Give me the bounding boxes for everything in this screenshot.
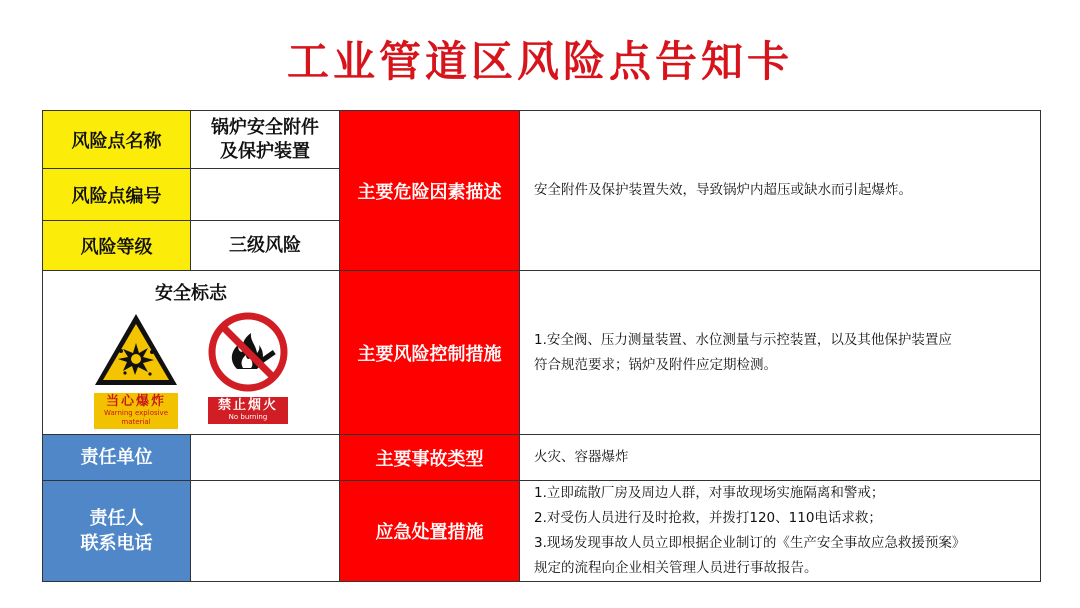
risk-card-table xyxy=(42,110,1041,582)
risk-level-label: 风险等级 xyxy=(43,221,191,271)
control-measures-label: 主要风险控制措施 xyxy=(340,271,520,435)
no-burning-icon xyxy=(207,311,289,393)
no-burning-sign xyxy=(203,311,293,424)
risk-number-value xyxy=(191,169,340,221)
safety-signs-panel xyxy=(43,271,340,435)
no-burning-caption-en: No burning xyxy=(228,413,268,421)
risk-name-label: 风险点名称 xyxy=(43,111,191,169)
responsible-person-label-line: 联系电话 xyxy=(80,533,153,554)
hazard-label: 主要危险因素描述 xyxy=(340,111,520,271)
risk-name-value-line: 锅炉安全附件 xyxy=(211,116,319,138)
emergency-measures-label: 应急处置措施 xyxy=(340,481,520,582)
control-measures-line: 1.安全阀、压力测量装置、水位测量与示控装置，以及其他保护装置应 xyxy=(534,331,952,348)
explosion-warning-icon xyxy=(92,311,180,389)
accident-type-text: 火灾、容器爆炸 xyxy=(520,435,1041,481)
no-burning-caption xyxy=(208,397,288,424)
emergency-measures-line: 2.对受伤人员进行及时抢救，并拨打120、110电话求救； xyxy=(534,510,882,526)
responsible-unit-label: 责任单位 xyxy=(43,435,191,481)
emergency-measures-text xyxy=(520,481,1041,582)
hazard-description: 安全附件及保护装置失效，导致锅炉内超压或缺水而引起爆炸。 xyxy=(520,111,1041,271)
risk-name-value xyxy=(191,111,340,169)
explosion-warning-caption-text: 当心爆炸 xyxy=(105,394,166,409)
emergency-measures-line: 3.现场发现事故人员立即根据企业制订的《生产安全事故应急救援预案》 xyxy=(534,535,966,551)
emergency-measures-line: 规定的流程向企业相关管理人员进行事故报告。 xyxy=(534,560,818,576)
accident-type-label: 主要事故类型 xyxy=(340,435,520,481)
explosion-warning-caption-en: Warning explosive material xyxy=(103,409,169,426)
safety-signs-label: 安全标志 xyxy=(155,283,227,304)
control-measures-text xyxy=(520,271,1041,435)
no-burning-caption-text: 禁止烟火 xyxy=(217,398,278,413)
control-measures-line: 符合规范要求；锅炉及附件应定期检测。 xyxy=(534,356,777,373)
responsible-person-value xyxy=(191,481,340,582)
risk-name-value-line: 及保护装置 xyxy=(220,140,310,162)
risk-number-label: 风险点编号 xyxy=(43,169,191,221)
explosion-warning-caption xyxy=(94,393,178,429)
responsible-unit-value xyxy=(191,435,340,481)
risk-level-value: 三级风险 xyxy=(191,221,340,271)
emergency-measures-line: 1.立即疏散厂房及周边人群，对事故现场实施隔离和警戒； xyxy=(534,485,885,501)
page-title: 工业管道区风险点告知卡 xyxy=(286,37,793,86)
responsible-person-label xyxy=(43,481,191,582)
explosion-warning-sign xyxy=(91,311,181,429)
responsible-person-label-line: 责任人 xyxy=(89,508,144,529)
